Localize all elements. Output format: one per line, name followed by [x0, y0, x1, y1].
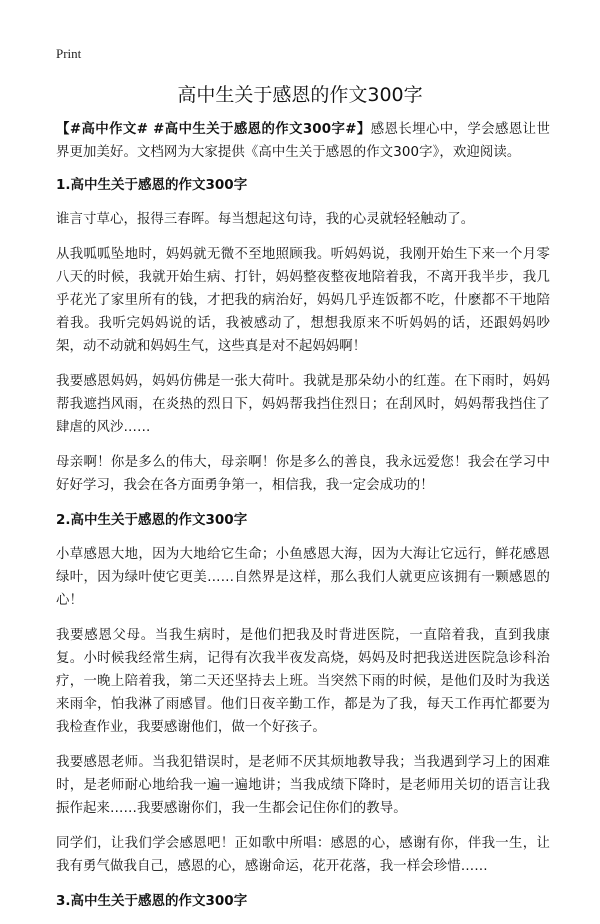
- section-heading-3: 3.高中生关于感恩的作文300字: [56, 893, 248, 909]
- lead-paragraph: [56, 118, 550, 164]
- paragraph: 同学们，让我们学会感恩吧！正如歌中所唱：感恩的心，感谢有你，伴我一生，让我有勇气做我自己，感恩的心，感谢命运，花开花落，我一样会珍惜……: [56, 836, 550, 874]
- paragraph: 从我呱呱坠地时，妈妈就无微不至地照顾我。听妈妈说，我刚开始生下来一个月零八天的时候，我就开始生病、打针，妈妈整夜整夜地陪着我，不离开我半步，我几乎花光了家里所有的钱，才把我的病治好，妈妈几乎连饭都不吃，什麽都不干地陪着我。我听完妈妈说的话，我被感动了，想想我原来不听妈妈的话，还跟妈妈吵架，动不动就和妈妈生气，这些真是对不起妈妈啊！: [56, 247, 550, 354]
- section-heading-1: 1.高中生关于感恩的作文300字: [56, 177, 248, 193]
- paragraph: 小草感恩大地，因为大地给它生命；小鱼感恩大海，因为大海让它远行，鲜花感恩绿叶，因为绿叶使它更美……自然界是这样，那么我们人就更应该拥有一颗感恩的心！: [56, 547, 550, 608]
- section-heading-2: 2.高中生关于感恩的作文300字: [56, 512, 248, 528]
- paragraph: 谁言寸草心，报得三春晖。每当想起这句诗，我的心灵就轻轻触动了。: [56, 212, 475, 227]
- page-title: 高中生关于感恩的作文300字: [177, 84, 423, 106]
- lead-tags: 【#高中作文# #高中生关于感恩的作文300字#】: [56, 122, 371, 137]
- paragraph: 我要感恩老师。当我犯错误时，是老师不厌其烦地教导我；当我遇到学习上的困难时，是老师耐心地给我一遍一遍地讲；当我成绩下降时，是老师用关切的语言让我振作起来……我要感谢你们，我一生都会记住你们的教导。: [56, 755, 550, 816]
- paragraph: 我要感恩父母。当我生病时，是他们把我及时背进医院，一直陪着我，直到我康复。小时候我经常生病，记得有次我半夜发高烧，妈妈及时把我送进医院急诊科治疗，一晚上陪着我，第二天还坚持去上班。当突然下雨的时候，是他们及时为我送来雨伞，怕我淋了雨感冒。他们日夜辛勤工作，都是为了我，每天工作再忙都要为我检查作业，我要感谢他们，做一个好孩子。: [56, 628, 550, 735]
- print-label[interactable]: Print: [56, 46, 82, 61]
- paragraph: 母亲啊！你是多么的伟大，母亲啊！你是多么的善良，我永远爱您！我会在学习中好好学习，我会在各方面勇争第一，相信我，我一定会成功的！: [56, 455, 550, 493]
- lead-text: 感恩长埋心中，学会感恩让世界更加美好。文档网为大家提供《高中生关于感恩的作文300字》，欢迎阅读。: [56, 122, 550, 160]
- document-body: [56, 118, 550, 924]
- paragraph: 我要感恩妈妈，妈妈仿佛是一张大荷叶。我就是那朵幼小的红莲。在下雨时，妈妈帮我遮挡风雨，在炎热的烈日下，妈妈帮我挡住烈日；在刮风时，妈妈帮我挡住了肆虐的风沙……: [56, 374, 550, 435]
